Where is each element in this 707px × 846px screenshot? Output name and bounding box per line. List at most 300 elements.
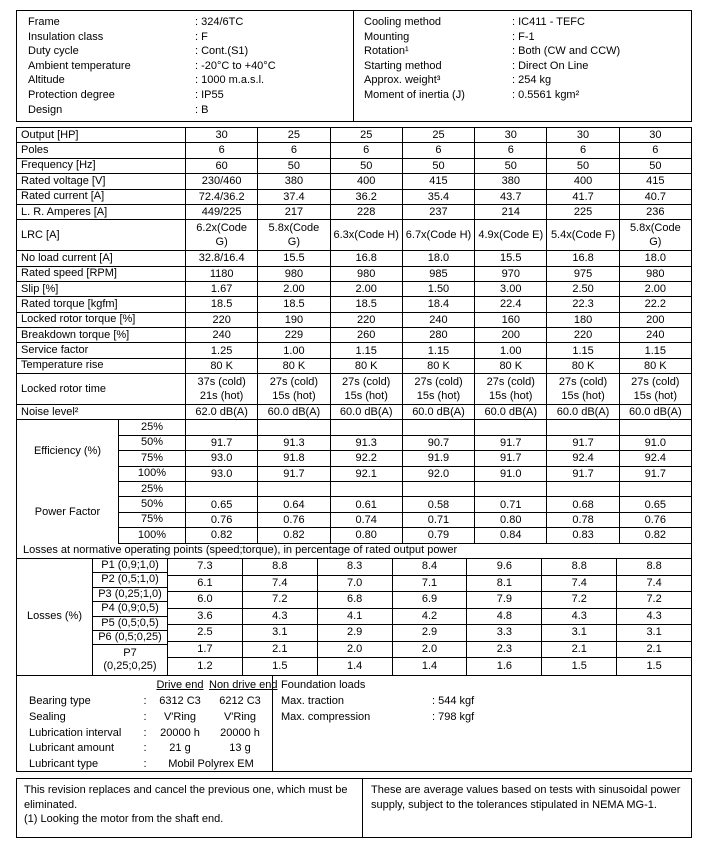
spec-cell: 22.4 [475, 297, 547, 311]
loss-cell: 1.4 [318, 658, 393, 675]
info-value: : 254 kg [512, 74, 552, 87]
efficiency-cell: 92.0 [403, 467, 475, 481]
non-drive-end-header: Non drive end [209, 679, 278, 692]
bearing-nde-value: 13 g [229, 742, 251, 755]
bearing-section [16, 675, 692, 772]
spec-cell-line: 21s (hot) [199, 390, 244, 403]
spec-cell-line: 27s (cold) [486, 375, 535, 388]
spec-cell: 1.15 [547, 343, 619, 357]
loss-cell: 7.3 [168, 559, 243, 575]
spec-cell: 25 [403, 128, 475, 142]
power-factor-cell [331, 482, 403, 496]
spec-row-label: Noise level² [17, 405, 186, 419]
loss-value-row [168, 658, 691, 675]
spec-cell: 1.25 [186, 343, 258, 357]
loss-cell: 8.3 [318, 559, 393, 575]
spec-row [17, 128, 691, 143]
spec-row-label: Locked rotor time [17, 374, 186, 404]
spec-cell-line: 15s (hot) [272, 390, 316, 403]
spec-cell: 1.67 [186, 282, 258, 296]
spec-cell: 280 [403, 328, 475, 342]
spec-cell: 80 K [475, 359, 547, 373]
spec-row-label: Temperature rise [17, 359, 186, 373]
spec-cell: 60.0 dB(A) [547, 405, 619, 419]
spec-row [17, 405, 691, 420]
revision-note [17, 779, 363, 837]
info-label: Cooling method [364, 16, 442, 28]
efficiency-cell [620, 420, 691, 434]
spec-cell [186, 220, 258, 250]
foundation-row-label: Max. compression [281, 710, 371, 723]
spec-cell: 240 [646, 329, 665, 342]
spec-cell: 25 [331, 128, 403, 142]
bearing-row [17, 757, 272, 773]
spec-cell-line: 15s (hot) [416, 390, 461, 403]
spec-cell: 22.3 [547, 297, 619, 311]
general-info-box [16, 10, 692, 122]
loss-cell: 1.2 [168, 658, 243, 675]
bearing-row [17, 741, 272, 757]
general-info-left-column [17, 11, 353, 121]
efficiency-cell: 92.4 [644, 452, 667, 465]
spec-cell: 50 [403, 159, 475, 173]
loss-value-row [168, 625, 691, 642]
spec-row-label: Service factor [17, 343, 186, 357]
info-label: Design [28, 103, 63, 116]
spec-row [17, 374, 691, 405]
efficiency-block [17, 420, 691, 482]
spec-cell: 30 [547, 128, 619, 142]
spec-cell-line: 5.8x(Code [629, 222, 681, 235]
spec-cell: 214 [475, 205, 547, 219]
spec-cell: 415 [403, 174, 475, 188]
info-row [17, 16, 353, 31]
spec-cell: 80 K [644, 359, 667, 372]
spec-cell-line: 27s (cold) [342, 375, 391, 388]
power-factor-cell: 0.65 [644, 498, 667, 511]
info-value: : Direct On Line [512, 59, 589, 72]
spec-cell: 50 [547, 159, 619, 173]
efficiency-cell: 91.8 [258, 451, 330, 465]
spec-cell: 200 [475, 328, 547, 342]
spec-cell: 380 [258, 174, 330, 188]
bearing-de-value: 6312 C3 [159, 695, 201, 708]
bearing-row [17, 725, 272, 741]
performance-table [16, 127, 692, 676]
info-row [17, 45, 353, 60]
info-row [354, 74, 691, 89]
spec-cell: 60.0 dB(A) [258, 405, 330, 419]
bearing-row-label: Bearing type [29, 695, 91, 708]
spec-row [17, 297, 691, 312]
loss-value-row [168, 609, 691, 626]
power-factor-cell: 0.82 [186, 528, 258, 542]
spec-cell-line: 27s (cold) [631, 375, 680, 388]
loss-point-label: P5 (0,5;0,5) [93, 617, 167, 631]
power-factor-row [119, 482, 691, 497]
loss-cell: 6.1 [168, 576, 243, 592]
foundation-rows [281, 694, 691, 726]
loss-cell: 6.8 [318, 592, 393, 608]
loss-cell: 2.1 [243, 642, 318, 658]
spec-row-label: Rated speed [RPM] [17, 267, 186, 281]
loss-cell: 8.8 [542, 559, 617, 575]
power-factor-cell: 0.78 [547, 513, 619, 527]
spec-cell: 2.00 [644, 283, 667, 296]
loss-cell: 7.2 [243, 592, 318, 608]
loss-cell: 1.5 [542, 658, 617, 675]
loss-cell: 2.1 [646, 642, 662, 655]
spec-cell: 35.4 [403, 190, 475, 204]
spec-cell: 225 [547, 205, 619, 219]
spec-row-label: Rated current [A] [17, 190, 186, 204]
efficiency-cell: 92.4 [547, 451, 619, 465]
spec-row [17, 190, 691, 205]
tolerance-note: These are average values based on tests with sinusoidal power supply, subject to the tolerances stipulated in NEMA MG-1. [371, 784, 681, 811]
spec-cell: 200 [646, 313, 665, 326]
spec-cell-line: 15s (hot) [633, 390, 678, 403]
info-label: Altitude [28, 74, 65, 87]
power-factor-cell: 0.68 [547, 497, 619, 511]
spec-cell: 380 [475, 174, 547, 188]
load-percent-label: 25% [119, 420, 186, 434]
loss-point-label: P4 (0,9;0,5) [93, 602, 167, 616]
bearing-nde-value: 6212 C3 [219, 695, 261, 708]
spec-cell: 980 [258, 267, 330, 281]
spec-cell: 6 [475, 143, 547, 157]
efficiency-cell: 91.7 [475, 451, 547, 465]
loss-cell: 3.1 [646, 626, 662, 639]
spec-cell [620, 220, 691, 250]
bearing-row-colon: : [143, 758, 147, 771]
power-factor-cell: 0.83 [547, 528, 619, 542]
power-factor-label: Power Factor [17, 482, 119, 544]
spec-cell: 236 [646, 206, 665, 219]
loss-cell: 7.4 [646, 576, 662, 589]
load-percent-label: 100% [119, 467, 186, 481]
loss-cell: 3.6 [168, 609, 243, 625]
spec-cell: 18.4 [403, 297, 475, 311]
foundation-row-label: Max. traction [281, 695, 344, 708]
spec-row [17, 282, 691, 297]
note-paragraph: (1) Looking the motor from the shaft end. [24, 813, 224, 826]
efficiency-cell [547, 420, 619, 434]
efficiency-cell: 91.7 [547, 467, 619, 481]
spec-cell: 160 [475, 313, 547, 327]
spec-cell: 970 [475, 267, 547, 281]
info-label: Moment of inertia (J) [364, 88, 465, 101]
power-factor-cell: 0.84 [475, 528, 547, 542]
spec-cell: 237 [403, 205, 475, 219]
info-row [17, 60, 353, 75]
spec-cell: 220 [331, 313, 403, 327]
power-factor-cell: 0.82 [644, 529, 667, 542]
note-paragraph: This revision replaces and cancel the previous one, which must be eliminated. [24, 784, 348, 811]
spec-cell: 15.5 [258, 251, 330, 265]
spec-row [17, 328, 691, 343]
loss-cell: 2.1 [542, 642, 617, 658]
loss-cell: 7.4 [542, 576, 617, 592]
efficiency-rows [119, 420, 691, 482]
power-factor-cell: 0.76 [186, 513, 258, 527]
load-percent-label: 75% [119, 513, 186, 527]
spec-row-label: LRC [A] [17, 220, 186, 250]
loss-cell: 7.1 [393, 576, 468, 592]
spec-cell: 4.9x(Code E) [475, 220, 547, 250]
info-value: : Cont.(S1) [195, 45, 249, 58]
bearing-de-value: 21 g [169, 742, 191, 755]
power-factor-cell: 0.71 [475, 497, 547, 511]
bearing-nde-value: V'Ring [223, 710, 257, 723]
info-value: : 1000 m.a.s.l. [195, 74, 265, 87]
spec-cell: 1.15 [644, 344, 667, 357]
spec-cell: 60.0 dB(A) [403, 405, 475, 419]
losses-point-column [93, 559, 168, 675]
load-percent-label: 25% [119, 482, 186, 496]
efficiency-cell: 91.0 [475, 467, 547, 481]
spec-cell: 15.5 [475, 251, 547, 265]
spec-cell-line: 27s (cold) [269, 375, 319, 388]
info-row [354, 60, 691, 75]
spec-row [17, 343, 691, 358]
spec-cell: 30 [649, 129, 662, 142]
loss-cell: 8.8 [243, 559, 318, 575]
loss-cell: 4.1 [318, 609, 393, 625]
efficiency-cell: 91.7 [475, 436, 547, 450]
spec-cell: 1.00 [475, 343, 547, 357]
spec-cell-line: G) [215, 236, 228, 249]
spec-cell: 72.4/36.2 [186, 190, 258, 204]
spec-cell: 400 [547, 174, 619, 188]
bearing-row-label: Sealing [29, 710, 66, 723]
info-row [17, 104, 353, 119]
efficiency-cell: 92.2 [331, 451, 403, 465]
spec-cell: 1.00 [258, 343, 330, 357]
spec-cell: 60.0 dB(A) [331, 405, 403, 419]
spec-cell: 2.00 [258, 282, 330, 296]
info-label: Starting method [364, 59, 442, 72]
loss-value-row [168, 592, 691, 609]
losses-block [17, 559, 691, 675]
spec-cell: 975 [547, 267, 619, 281]
info-value: : -20°C to +40°C [195, 59, 276, 72]
bearing-row-label: Lubrication interval [29, 726, 122, 739]
bearing-row-colon: : [143, 710, 147, 723]
spec-row [17, 267, 691, 282]
info-row [17, 89, 353, 104]
spec-cell [547, 374, 619, 404]
spec-cell [403, 374, 475, 404]
spec-cell: 6 [652, 144, 659, 157]
efficiency-cell: 91.9 [403, 451, 475, 465]
efficiency-cell: 91.7 [258, 467, 330, 481]
spec-row [17, 159, 691, 174]
spec-cell: 18.5 [186, 297, 258, 311]
loss-cell: 1.7 [168, 642, 243, 658]
info-label: Rotation¹ [364, 45, 409, 58]
power-factor-cell [186, 482, 258, 496]
spec-cell: 30 [475, 128, 547, 142]
efficiency-row [119, 436, 691, 451]
loss-cell: 3.1 [243, 625, 318, 641]
power-factor-rows [119, 482, 691, 544]
efficiency-cell: 91.7 [547, 436, 619, 450]
spec-cell: 6.3x(Code H) [331, 220, 403, 250]
info-label: Insulation class [28, 30, 104, 43]
spec-cell-line: 27s (cold) [558, 375, 608, 388]
spec-cell: 449/225 [186, 205, 258, 219]
power-factor-cell: 0.71 [403, 513, 475, 527]
losses-title: Losses at normative operating points (speed;torque), in percentage of rated output power [17, 544, 691, 560]
load-percent-label: 100% [119, 528, 186, 542]
info-row [17, 31, 353, 46]
spec-cell-line: 6.2x(Code [196, 222, 248, 235]
spec-cell: 220 [186, 313, 258, 327]
loss-point-label [93, 645, 167, 674]
spec-row [17, 143, 691, 158]
loss-point-label: P1 (0,9;1,0) [93, 559, 167, 573]
spec-cell-line: 15s (hot) [344, 390, 388, 403]
spec-cell: 230/460 [186, 174, 258, 188]
power-factor-cell: 0.64 [258, 497, 330, 511]
efficiency-cell: 90.7 [403, 436, 475, 450]
bearing-data [17, 676, 278, 771]
spec-cell [186, 374, 258, 404]
info-label: Ambient temperature [28, 59, 131, 72]
bearing-span-value: Mobil Polyrex EM [168, 758, 254, 771]
spec-row-label: Rated voltage [V] [17, 174, 186, 188]
loss-cell: 7.4 [243, 576, 318, 592]
spec-cell: 41.7 [547, 190, 619, 204]
general-info-right-column [353, 11, 691, 121]
loss-cell: 8.1 [467, 576, 542, 592]
power-factor-row [119, 497, 691, 512]
info-label: Frame [28, 16, 60, 28]
loss-cell: 1.5 [243, 658, 318, 675]
spec-cell: 18.5 [331, 297, 403, 311]
spec-cell: 240 [186, 328, 258, 342]
spec-cell: 60.0 dB(A) [475, 405, 547, 419]
efficiency-cell: 91.3 [258, 436, 330, 450]
spec-cell [620, 374, 691, 404]
load-percent-label: 50% [119, 497, 186, 511]
foundation-loads-title: Foundation loads [281, 679, 366, 692]
loss-cell: 1.5 [646, 659, 662, 672]
spec-row-label: Breakdown torque [%] [17, 328, 186, 342]
loss-value-row [168, 576, 691, 593]
spec-cell: 60.0 dB(A) [629, 406, 682, 419]
spec-cell: 80 K [547, 359, 619, 373]
spec-rows [17, 128, 691, 420]
info-value: : F [195, 30, 208, 43]
spec-row-label: Poles [17, 143, 186, 157]
spec-cell: 2.00 [331, 282, 403, 296]
spec-cell: 16.8 [547, 251, 619, 265]
loss-point-label: P2 (0,5;1,0) [93, 573, 167, 587]
spec-cell: 217 [258, 205, 330, 219]
spec-cell [258, 374, 330, 404]
power-factor-cell: 0.61 [331, 497, 403, 511]
bearing-row [17, 694, 272, 710]
power-factor-cell [403, 482, 475, 496]
efficiency-cell: 93.0 [186, 467, 258, 481]
spec-row [17, 359, 691, 374]
efficiency-cell: 91.7 [644, 467, 667, 480]
spec-cell: 260 [331, 328, 403, 342]
spec-cell-line: 37s (cold) [197, 375, 246, 388]
efficiency-cell [331, 420, 403, 434]
spec-row-label: Frequency [Hz] [17, 159, 186, 173]
power-factor-cell: 0.79 [403, 528, 475, 542]
spec-row-label: No load current [A] [17, 251, 186, 265]
spec-cell: 80 K [331, 359, 403, 373]
spec-cell: 80 K [186, 359, 258, 373]
info-value: : B [195, 103, 209, 116]
info-value: : IC411 - TEFC [512, 16, 585, 28]
spec-cell: 980 [331, 267, 403, 281]
loss-cell: 3.3 [467, 625, 542, 641]
loss-cell: 3.1 [542, 625, 617, 641]
efficiency-row [119, 451, 691, 466]
spec-cell: 80 K [403, 359, 475, 373]
power-factor-cell [547, 482, 619, 496]
loss-cell: 7.9 [467, 592, 542, 608]
spec-cell: 62.0 dB(A) [186, 405, 258, 419]
spec-cell-line: G) [287, 236, 301, 249]
info-row [354, 45, 691, 60]
spec-cell: 985 [403, 267, 475, 281]
loss-cell: 7.2 [542, 592, 617, 608]
power-factor-cell: 0.74 [331, 513, 403, 527]
spec-row-label: Rated torque [kgfm] [17, 297, 186, 311]
info-value: : F-1 [512, 30, 535, 43]
spec-cell: 980 [646, 267, 665, 280]
spec-cell-line: 5.8x(Code [268, 222, 320, 235]
spec-cell: 220 [547, 328, 619, 342]
power-factor-cell: 0.76 [644, 513, 667, 526]
loss-cell: 4.3 [646, 609, 662, 622]
foundation-row-value: : 544 kgf [432, 695, 475, 708]
efficiency-row [119, 420, 691, 435]
spec-cell: 50 [258, 159, 330, 173]
spec-cell: 43.7 [475, 190, 547, 204]
spec-cell: 1.50 [403, 282, 475, 296]
spec-cell: 6 [258, 143, 330, 157]
loss-cell: 4.3 [542, 609, 617, 625]
foundation-row [281, 694, 691, 710]
spec-row [17, 174, 691, 189]
spec-cell: 1.15 [331, 343, 403, 357]
loss-cell: 8.8 [646, 560, 662, 573]
spec-cell [331, 374, 403, 404]
spec-cell: 18.0 [403, 251, 475, 265]
loss-cell: 8.4 [393, 559, 468, 575]
spec-cell: 180 [547, 313, 619, 327]
spec-cell: 6 [331, 143, 403, 157]
info-value: : IP55 [195, 88, 224, 101]
bearing-nde-value: 20000 h [220, 726, 260, 739]
loss-point-line: P7 [123, 646, 137, 659]
loss-cell: 6.0 [168, 592, 243, 608]
loss-cell: 4.2 [393, 609, 468, 625]
spec-cell-line: 15s (hot) [561, 390, 605, 403]
spec-cell: 50 [649, 159, 662, 172]
loss-value-row [168, 642, 691, 659]
power-factor-cell: 0.58 [403, 497, 475, 511]
loss-cell: 7.0 [318, 576, 393, 592]
loss-cell: 1.4 [393, 658, 468, 675]
spec-cell: 32.8/16.4 [186, 251, 258, 265]
